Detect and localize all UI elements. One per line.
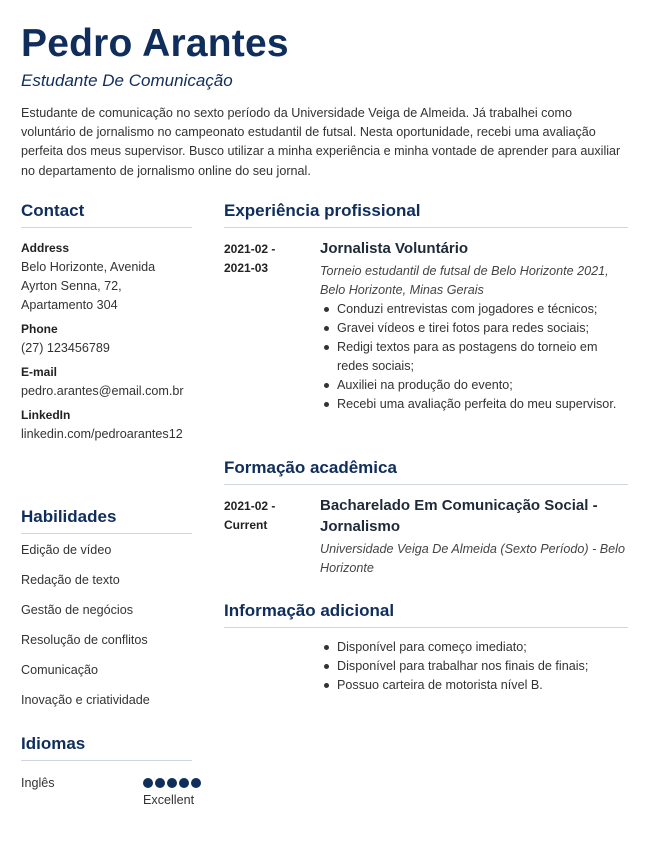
linkedin-link[interactable]: linkedin.com/pedroarantes12	[21, 427, 183, 441]
bullet-item: Recebi uma avaliação perfeita do meu supervisor.	[320, 395, 628, 414]
address-line: Belo Horizonte, Avenida	[21, 260, 156, 274]
skill-item: Edição de vídeo	[21, 543, 112, 557]
address-label: Address	[21, 241, 70, 255]
bullet-item: Redigi textos para as postagens do torneio em redes sociais;	[320, 338, 628, 376]
candidate-role: Estudante De Comunicação	[21, 71, 233, 90]
bullet-item: Conduzi entrevistas com jogadores e técnicos;	[320, 300, 628, 319]
job-title: Jornalista Voluntário	[320, 240, 469, 257]
experience-entry	[224, 238, 628, 414]
email-link[interactable]: pedro.arantes@email.com.br	[21, 384, 184, 398]
entry-date	[224, 497, 294, 535]
address-line: Ayrton Senna, 72,	[21, 279, 122, 293]
languages-section	[21, 733, 195, 809]
rating-dot-icon	[143, 778, 153, 788]
contact-title: Contact	[21, 200, 192, 228]
skill-item: Redação de texto	[21, 573, 120, 587]
languages-title: Idiomas	[21, 733, 192, 761]
bullet-item: Disponível para começo imediato;	[320, 638, 628, 657]
entry-date	[224, 240, 294, 278]
rating-dot-icon	[179, 778, 189, 788]
date-end: 2021-03	[224, 261, 269, 275]
skill-item: Gestão de negócios	[21, 603, 134, 617]
skills-title: Habilidades	[21, 506, 192, 534]
language-rating	[143, 778, 201, 788]
job-bullets	[320, 300, 628, 414]
additional-title: Informação adicional	[224, 600, 628, 628]
skill-item: Comunicação	[21, 663, 99, 677]
rating-dot-icon	[191, 778, 201, 788]
education-entry	[224, 495, 628, 578]
linkedin-label: LinkedIn	[21, 408, 71, 422]
additional-section	[224, 600, 628, 695]
language-level: Excellent	[143, 793, 195, 807]
rating-dot-icon	[167, 778, 177, 788]
skill-item: Resolução de conflitos	[21, 633, 148, 647]
bullet-item: Gravei vídeos e tirei fotos para redes sociais;	[320, 319, 628, 338]
date-start: 2021-02 -	[224, 242, 276, 256]
contact-section	[21, 200, 192, 444]
phone-label: Phone	[21, 322, 58, 336]
rating-dot-icon	[155, 778, 165, 788]
address-line: Apartamento 304	[21, 298, 118, 312]
education-section	[224, 457, 628, 578]
skill-item: Inovação e criatividade	[21, 693, 150, 707]
language-name: Inglês	[21, 776, 55, 790]
resume-header	[21, 18, 631, 181]
experience-section	[224, 200, 628, 414]
additional-bullets	[320, 638, 628, 695]
job-subtitle: Torneio estudantil de futsal de Belo Horizonte 2021, Belo Horizonte, Minas Gerais	[320, 264, 609, 297]
profile-summary: Estudante de comunicação no sexto período da Universidade Veiga de Almeida. Já trabalhei como voluntário de jornalismo no campeonato estudantil de futsal. Nesta oportunidade, recebi uma avaliação perfeita dos meus supervisor. Busco utilizar a minha experiência e minha vontade de aprender para auxiliar no departamento de jornalismo online do seu jornal.	[21, 106, 621, 178]
degree-title: Bacharelado Em Comunicação Social - Jornalismo	[320, 497, 598, 535]
date-start: 2021-02 -	[224, 499, 276, 513]
email-label: E-mail	[21, 365, 58, 379]
education-title: Formação acadêmica	[224, 457, 628, 485]
date-end: Current	[224, 518, 268, 532]
bullet-item: Disponível para trabalhar nos finais de finais;	[320, 657, 628, 676]
address-value	[21, 258, 192, 315]
bullet-item: Possuo carteira de motorista nível B.	[320, 676, 628, 695]
skills-section	[21, 506, 192, 708]
language-item	[21, 775, 195, 809]
candidate-name: Pedro Arantes	[21, 22, 289, 65]
degree-subtitle: Universidade Veiga De Almeida (Sexto Período) - Belo Horizonte	[320, 542, 625, 575]
experience-title: Experiência profissional	[224, 200, 628, 228]
bullet-item: Auxiliei na produção do evento;	[320, 376, 628, 395]
phone-value[interactable]: (27) 123456789	[21, 341, 110, 355]
